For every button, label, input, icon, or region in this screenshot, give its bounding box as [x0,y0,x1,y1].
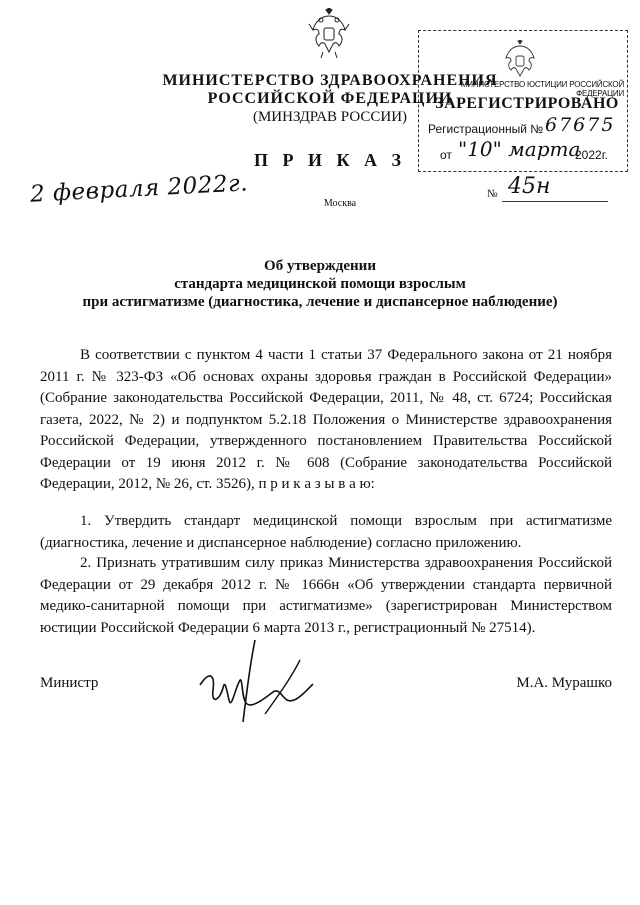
stamp-organization: МИНИСТЕРСТВО ЮСТИЦИИ РОССИЙСКОЙ ФЕДЕРАЦИИ [460,80,624,98]
preamble-paragraph: В соответствии с пунктом 4 части 1 статьи 37 Федерального закона от 21 ноября 2011 г. № 323-ФЗ «Об основах охраны здоровья граждан в Российской Федерации» (Собрание законодательства Российской Федерации, 2011, № 48, ст. 6724; Российская газета, 2022, № 2) и подпунктом 5.2.18 Положения о Министерстве здравоохранения Российской Федерации, утвержденного постановлением Правительства Российской Федерации от 19 июня 2012 г. № 608 (Собрание законодательства Российской Федерации, 2012, № 26, ст. 3526), п р и к а з ы в а ю: [40,347,612,492]
stamp-coat-of-arms-icon [500,40,540,82]
order-date-handwritten: 2 февраля 2022г. [29,170,249,208]
ministry-name-line2: РОССИЙСКОЙ ФЕДЕРАЦИИ [207,90,453,107]
stamp-registration-number: 67675 [545,114,616,136]
stamp-date: "10" марта [458,137,581,161]
stamp-year: 2022г. [575,148,608,162]
signer-position: Министр [40,675,99,691]
order-title [40,257,600,311]
order-number-underline [502,201,608,202]
order-city: Москва [323,198,357,209]
document-type: П Р И К А З [253,150,407,170]
clause-1-paragraph: 1. Утвердить стандарт медицинской помощи взрослым при астигматизме (диагностика, лечение и диспансерное наблюдение) согласно приложению. [40,513,612,551]
ministry-name-line1: МИНИСТЕРСТВО ЗДРАВООХРАНЕНИЯ [162,72,498,89]
handwritten-signature [195,630,325,730]
coat-of-arms-icon [307,8,351,60]
stamp-registered-label: ЗАРЕГИСТРИРОВАНО [435,95,619,112]
title-line3: при астигматизме (диагностика, лечение и диспансерное наблюдение) [82,294,558,310]
signer-name: М.А. Мурашко [516,675,612,691]
order-number-sign: № [487,188,498,200]
title-line1: Об утверждении [264,258,376,274]
ministry-short-name: (МИНЗДРАВ РОССИИ) [252,109,408,125]
order-number-handwritten: 45н [508,174,551,199]
clause-2-paragraph: 2. Признать утратившим силу приказ Министерства здравоохранения Российской Федерации от 29 декабря 2012 г. № 1666н «Об утверждении стандарта первичной медико-санитарной помощи при астигматизме» (зарегистрирован Министерством юстиции Российской Федерации 6 марта 2013 г., регистрационный № 27514). [40,555,612,636]
stamp-number-label: Регистрационный № [428,122,544,136]
stamp-date-label: от [440,148,452,162]
title-line2: стандарта медицинской помощи взрослым [174,276,466,292]
